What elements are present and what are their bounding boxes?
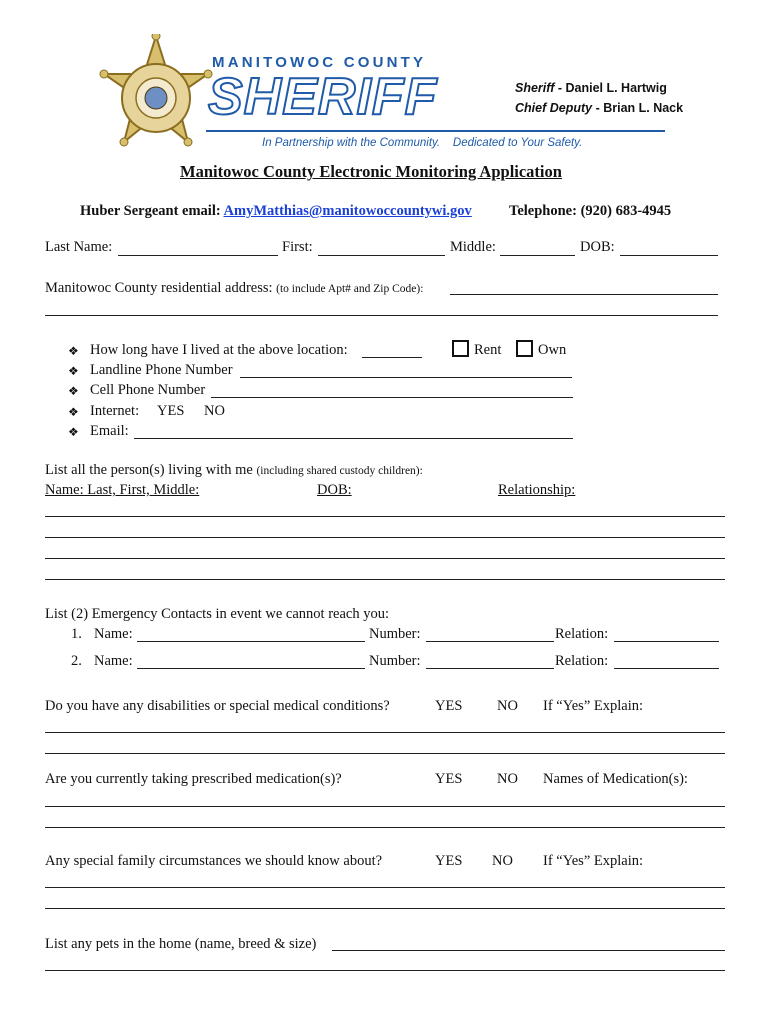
diamond-bullet-icon: ❖: [68, 384, 79, 398]
header-rule: [206, 130, 665, 132]
contact-1-phone-field[interactable]: [426, 641, 554, 642]
family-answer-1[interactable]: [45, 887, 725, 888]
own-label: Own: [538, 342, 567, 358]
disability-explain-label: If “Yes” Explain:: [543, 698, 644, 714]
family-answer-2[interactable]: [45, 908, 725, 909]
medication-answer-2[interactable]: [45, 827, 725, 828]
disability-answer-1[interactable]: [45, 732, 725, 733]
household-label: [45, 462, 423, 479]
disability-no-option[interactable]: NO: [497, 698, 518, 714]
diamond-bullet-icon: ❖: [68, 425, 79, 439]
medication-no-option[interactable]: NO: [497, 771, 518, 787]
internet-yes-option[interactable]: YES: [157, 403, 185, 419]
diamond-bullet-icon: ❖: [68, 364, 79, 378]
middle-name-field[interactable]: [500, 255, 575, 256]
col-relationship-header: Relationship:: [498, 482, 576, 498]
county-heading: MANITOWOC COUNTY: [212, 54, 427, 71]
contact-2-name-field[interactable]: [137, 668, 365, 669]
tagline-safety: Dedicated to Your Safety.: [452, 137, 583, 149]
dob-field[interactable]: [620, 255, 718, 256]
middle-name-label: Middle:: [450, 239, 496, 255]
own-checkbox[interactable]: [516, 340, 533, 357]
sheriff-wordmark: SHERIFF: [208, 68, 438, 126]
contact-line: [80, 203, 472, 220]
diamond-bullet-icon: ❖: [68, 344, 79, 358]
cell-field[interactable]: [211, 397, 573, 398]
last-name-field[interactable]: [118, 255, 278, 256]
household-row-1[interactable]: [45, 516, 725, 517]
contact-1-phone-label: Number:: [369, 626, 421, 642]
address-field-1[interactable]: [450, 294, 718, 295]
medication-names-label: Names of Medication(s):: [543, 771, 688, 787]
sheriff-label: Sheriff: [515, 81, 555, 95]
contact-2-name-label: Name:: [94, 653, 133, 669]
col-dob-header: DOB:: [317, 482, 352, 498]
address-label: [45, 280, 423, 297]
household-note: (including shared custody children):: [256, 465, 423, 477]
contact-1-relation-label: Relation:: [555, 626, 609, 642]
address-field-2[interactable]: [45, 315, 718, 316]
internet-label: Internet:: [90, 403, 140, 419]
last-name-label: Last Name:: [45, 239, 113, 255]
first-name-label: First:: [282, 239, 313, 255]
dob-label: DOB:: [580, 239, 615, 255]
contact-1-name-field[interactable]: [137, 641, 365, 642]
form-title: Manitowoc County Electronic Monitoring Application: [180, 162, 562, 181]
household-row-2[interactable]: [45, 537, 725, 538]
email-field[interactable]: [134, 438, 573, 439]
contact-2-relation-label: Relation:: [555, 653, 609, 669]
rent-checkbox[interactable]: [452, 340, 469, 357]
family-yes-option[interactable]: YES: [435, 853, 463, 869]
sheriff-name: - Daniel L. Hartwig: [554, 81, 667, 95]
landline-label: Landline Phone Number: [90, 362, 233, 378]
email-field-label: Email:: [90, 423, 129, 439]
family-explain-label: If “Yes” Explain:: [543, 853, 644, 869]
cell-label: Cell Phone Number: [90, 382, 206, 398]
address-label-text: Manitowoc County residential address:: [45, 280, 273, 296]
disability-answer-2[interactable]: [45, 753, 725, 754]
contact-2-phone-field[interactable]: [426, 668, 554, 669]
first-name-field[interactable]: [318, 255, 445, 256]
email-label: Huber Sergeant email:: [80, 203, 224, 219]
pets-field-1[interactable]: [332, 950, 725, 951]
deputy-line: [515, 101, 683, 115]
household-row-3[interactable]: [45, 558, 725, 559]
emergency-label: List (2) Emergency Contacts in event we cannot reach you:: [45, 606, 389, 622]
landline-field[interactable]: [240, 377, 572, 378]
how-long-label: How long have I lived at the above location:: [90, 342, 348, 358]
col-name-header: Name: Last, First, Middle:: [45, 482, 200, 498]
disability-question: Do you have any disabilities or special medical conditions?: [45, 698, 390, 714]
deputy-name: - Brian L. Nack: [592, 101, 684, 115]
medication-yes-option[interactable]: YES: [435, 771, 463, 787]
sheriff-line: [515, 81, 667, 95]
internet-no-option[interactable]: NO: [204, 403, 225, 419]
contact-2-relation-field[interactable]: [614, 668, 719, 669]
pets-question: List any pets in the home (name, breed & size): [45, 936, 317, 952]
diamond-bullet-icon: ❖: [68, 405, 79, 419]
medication-question: Are you currently taking prescribed medication(s)?: [45, 771, 342, 787]
household-row-4[interactable]: [45, 579, 725, 580]
contact-1-name-label: Name:: [94, 626, 133, 642]
rent-label: Rent: [474, 342, 502, 358]
pets-field-2[interactable]: [45, 970, 725, 971]
contact-1-number: 1.: [71, 626, 82, 642]
telephone: Telephone: (920) 683-4945: [509, 203, 672, 219]
tagline-partnership: In Partnership with the Community.: [262, 137, 441, 149]
medication-answer-1[interactable]: [45, 806, 725, 807]
contact-2-phone-label: Number:: [369, 653, 421, 669]
contact-1-relation-field[interactable]: [614, 641, 719, 642]
address-note: (to include Apt# and Zip Code):: [276, 283, 424, 295]
family-no-option[interactable]: NO: [492, 853, 513, 869]
contact-2-number: 2.: [71, 653, 82, 669]
sheriff-badge-logo: [98, 34, 214, 152]
disability-yes-option[interactable]: YES: [435, 698, 463, 714]
family-question: Any special family circumstances we should know about?: [45, 853, 383, 869]
deputy-label: Chief Deputy: [515, 101, 593, 115]
email-link[interactable]: AmyMatthias@manitowoccountywi.gov: [223, 203, 472, 219]
tagline: [262, 137, 582, 149]
how-long-field[interactable]: [362, 357, 422, 358]
household-label-text: List all the person(s) living with me: [45, 462, 253, 478]
